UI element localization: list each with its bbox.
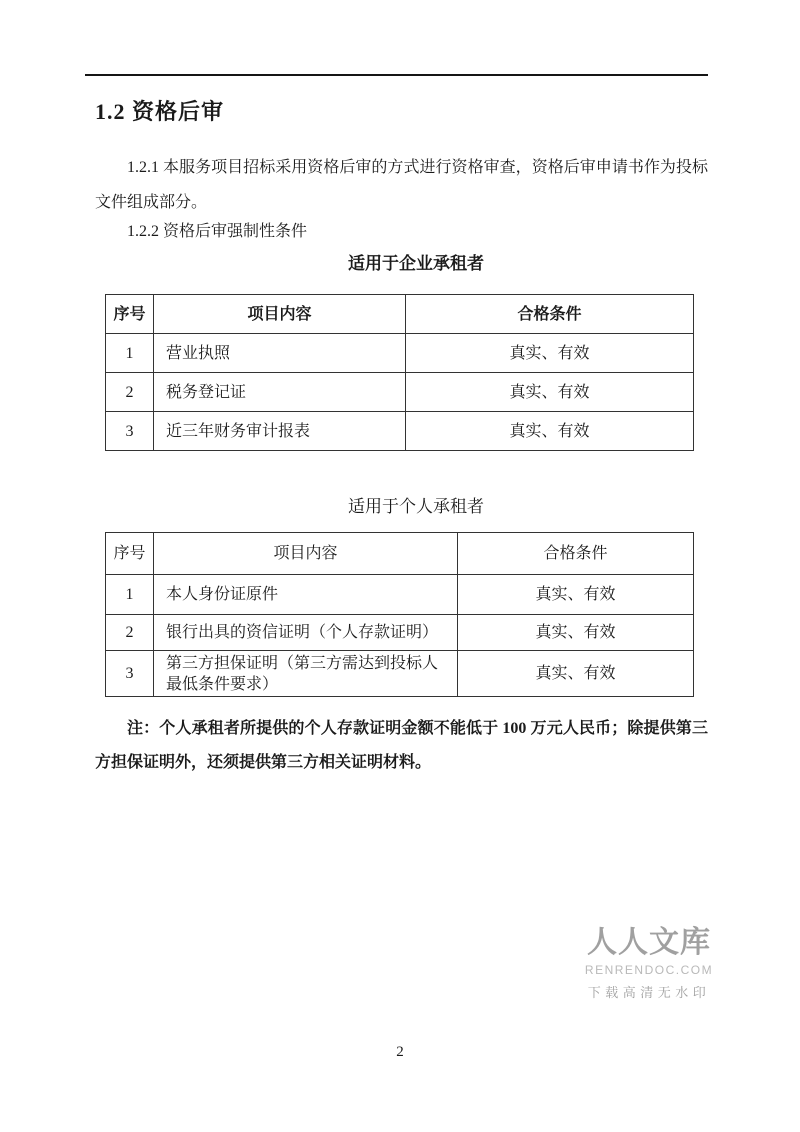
paragraph-122: 1.2.2 资格后审强制性条件 [127, 223, 308, 240]
cell-item: 税务登记证 [154, 373, 406, 412]
header-cell-index: 序号 [106, 295, 154, 334]
cell-condition: 真实、有效 [406, 412, 694, 451]
table-row [106, 651, 694, 697]
cell-index: 1 [106, 334, 154, 373]
section-heading: 1.2 资格后审 [95, 99, 225, 124]
table-header-row [106, 295, 694, 334]
cell-condition: 真实、有效 [406, 373, 694, 412]
header-cell-condition: 合格条件 [458, 533, 694, 575]
cell-item: 本人身份证原件 [154, 575, 458, 615]
table-row [106, 334, 694, 373]
cell-index: 1 [106, 575, 154, 615]
note-paragraph: 注：个人承租者所提供的个人存款证明金额不能低于 100 万元人民币；除提供第三方担保证明外，还须提供第三方相关证明材料。 [95, 720, 708, 771]
table-row [106, 373, 694, 412]
qualification-table-individual [105, 532, 694, 697]
table-row [106, 412, 694, 451]
paragraph-121: 1.2.1 本服务项目招标采用资格后审的方式进行资格审查，资格后审申请书作为投标文件组成部分。 [95, 159, 708, 211]
header-rule [85, 74, 708, 76]
qualification-table-enterprise [105, 294, 694, 451]
table-row [106, 615, 694, 651]
cell-condition: 真实、有效 [458, 615, 694, 651]
page-number: 2 [396, 1044, 404, 1060]
cell-condition: 真实、有效 [458, 575, 694, 615]
cell-index: 3 [106, 651, 154, 697]
table-caption-enterprise: 适用于企业承租者 [348, 254, 484, 273]
header-cell-item: 项目内容 [154, 533, 458, 575]
cell-item: 近三年财务审计报表 [154, 412, 406, 451]
header-cell-condition: 合格条件 [406, 295, 694, 334]
cell-index: 2 [106, 373, 154, 412]
table-header-row [106, 533, 694, 575]
watermark-tagline-text: 下载高清无水印 [587, 985, 711, 1000]
header-cell-index: 序号 [106, 533, 154, 575]
header-cell-item: 项目内容 [154, 295, 406, 334]
cell-condition: 真实、有效 [458, 651, 694, 697]
cell-condition: 真实、有效 [406, 334, 694, 373]
watermark-brand-logo: 人人文库 [587, 926, 711, 959]
cell-item: 银行出具的资信证明（个人存款证明） [154, 615, 458, 651]
table-caption-individual: 适用于个人承租者 [348, 497, 484, 516]
watermark [583, 926, 715, 1001]
cell-item: 营业执照 [154, 334, 406, 373]
cell-item: 第三方担保证明（第三方需达到投标人最低条件要求） [154, 651, 458, 697]
watermark-domain-text: RENRENDOC.COM [584, 963, 714, 977]
cell-index: 3 [106, 412, 154, 451]
cell-index: 2 [106, 615, 154, 651]
table-row [106, 575, 694, 615]
